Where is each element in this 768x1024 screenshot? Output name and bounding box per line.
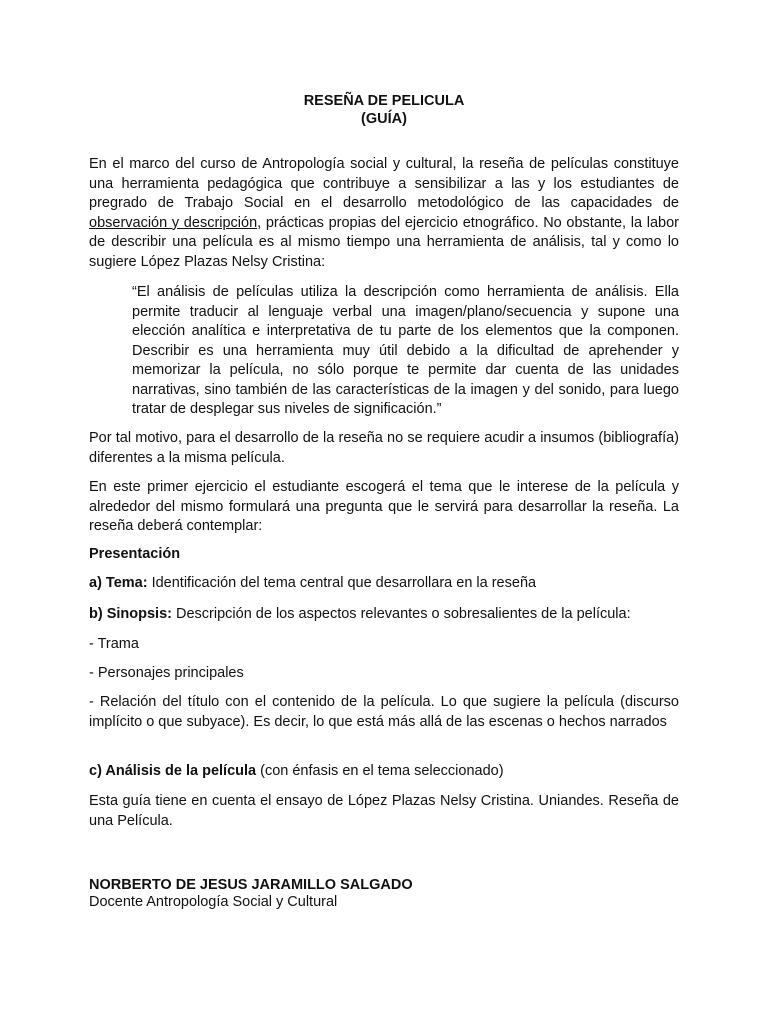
intro-paragraph bbox=[89, 155, 679, 272]
intro-text-start: En el marco del curso de Antropología social y cultural, la reseña de películas constituye una herramienta pedagógica que contribuye a sensibilizar a las y los estudiantes de pregrado de Trabajo Social en el desarrollo metodológico de las capacidades de bbox=[89, 156, 679, 211]
sinopsis-label: b) Sinopsis: bbox=[89, 606, 172, 622]
analisis-line bbox=[89, 762, 679, 782]
presentacion-heading-text: Presentación bbox=[89, 546, 181, 562]
paragraph-3: En este primer ejercicio el estudiante escogerá el tema que le interese de la película y alrededor del mismo formulará una pregunta que le servirá para desarrollar la reseña. La reseña deberá contemplar: bbox=[89, 479, 679, 534]
item-trama: - Trama bbox=[89, 636, 139, 652]
analisis-label: c) Análisis de la película bbox=[89, 763, 257, 779]
tema-text: Identificación del tema central que desarrollara en la reseña bbox=[147, 575, 537, 591]
intro-text-end: , prácticas propias del ejercicio etnográfico. No obstante, la labor de describir una película es al mismo tiempo una herramienta de análisis, tal y como lo sugiere López Plazas Nelsy Cristina: bbox=[89, 214, 679, 270]
document-title: RESEÑA DE PELICULA bbox=[303, 93, 465, 109]
sinopsis-text: Descripción de los aspectos relevantes o sobresalientes de la película: bbox=[171, 606, 631, 622]
tema-line bbox=[89, 574, 679, 594]
author-role: Docente Antropología Social y Cultural bbox=[89, 894, 338, 910]
item-personajes: - Personajes principales bbox=[89, 665, 244, 681]
source-note: Esta guía tiene en cuenta el ensayo de López Plazas Nelsy Cristina. Uniandes. Reseña de una Película. bbox=[89, 793, 679, 829]
item-relacion: - Relación del título con el contenido de la película. Lo que sugiere la película (discurso implícito o que subyace). Es decir, lo que está más allá de las escenas o hechos narrados bbox=[89, 694, 679, 730]
author-name: NORBERTO DE JESUS JARAMILLO SALGADO bbox=[89, 877, 413, 893]
presentacion-heading bbox=[89, 545, 679, 565]
sinopsis-line bbox=[89, 605, 679, 625]
block-quote: “El análisis de películas utiliza la descripción como herramienta de análisis. Ella permite traducir al lenguaje verbal una imagen/plano/secuencia y supone una elección analítica e interpretativa de tu parte de los elementos que la componen. Describir es una herramienta muy útil debido a la dificultad de aprehender y memorizar la película, no sólo porque te permite dar cuenta de las unidades narrativas, sino también de las características de la imagen y del sonido, para luego tratar de desplegar sus niveles de significación.” bbox=[132, 284, 679, 417]
paragraph-2: Por tal motivo, para el desarrollo de la reseña no se requiere acudir a insumos (bibliografía) diferentes a la misma película. bbox=[89, 430, 679, 466]
tema-label: a) Tema: bbox=[89, 575, 148, 591]
analisis-text: (con énfasis en el tema seleccionado) bbox=[256, 763, 504, 779]
underlined-phrase: observación y descripción bbox=[89, 214, 258, 231]
document-subtitle: (GUÍA) bbox=[361, 111, 407, 127]
